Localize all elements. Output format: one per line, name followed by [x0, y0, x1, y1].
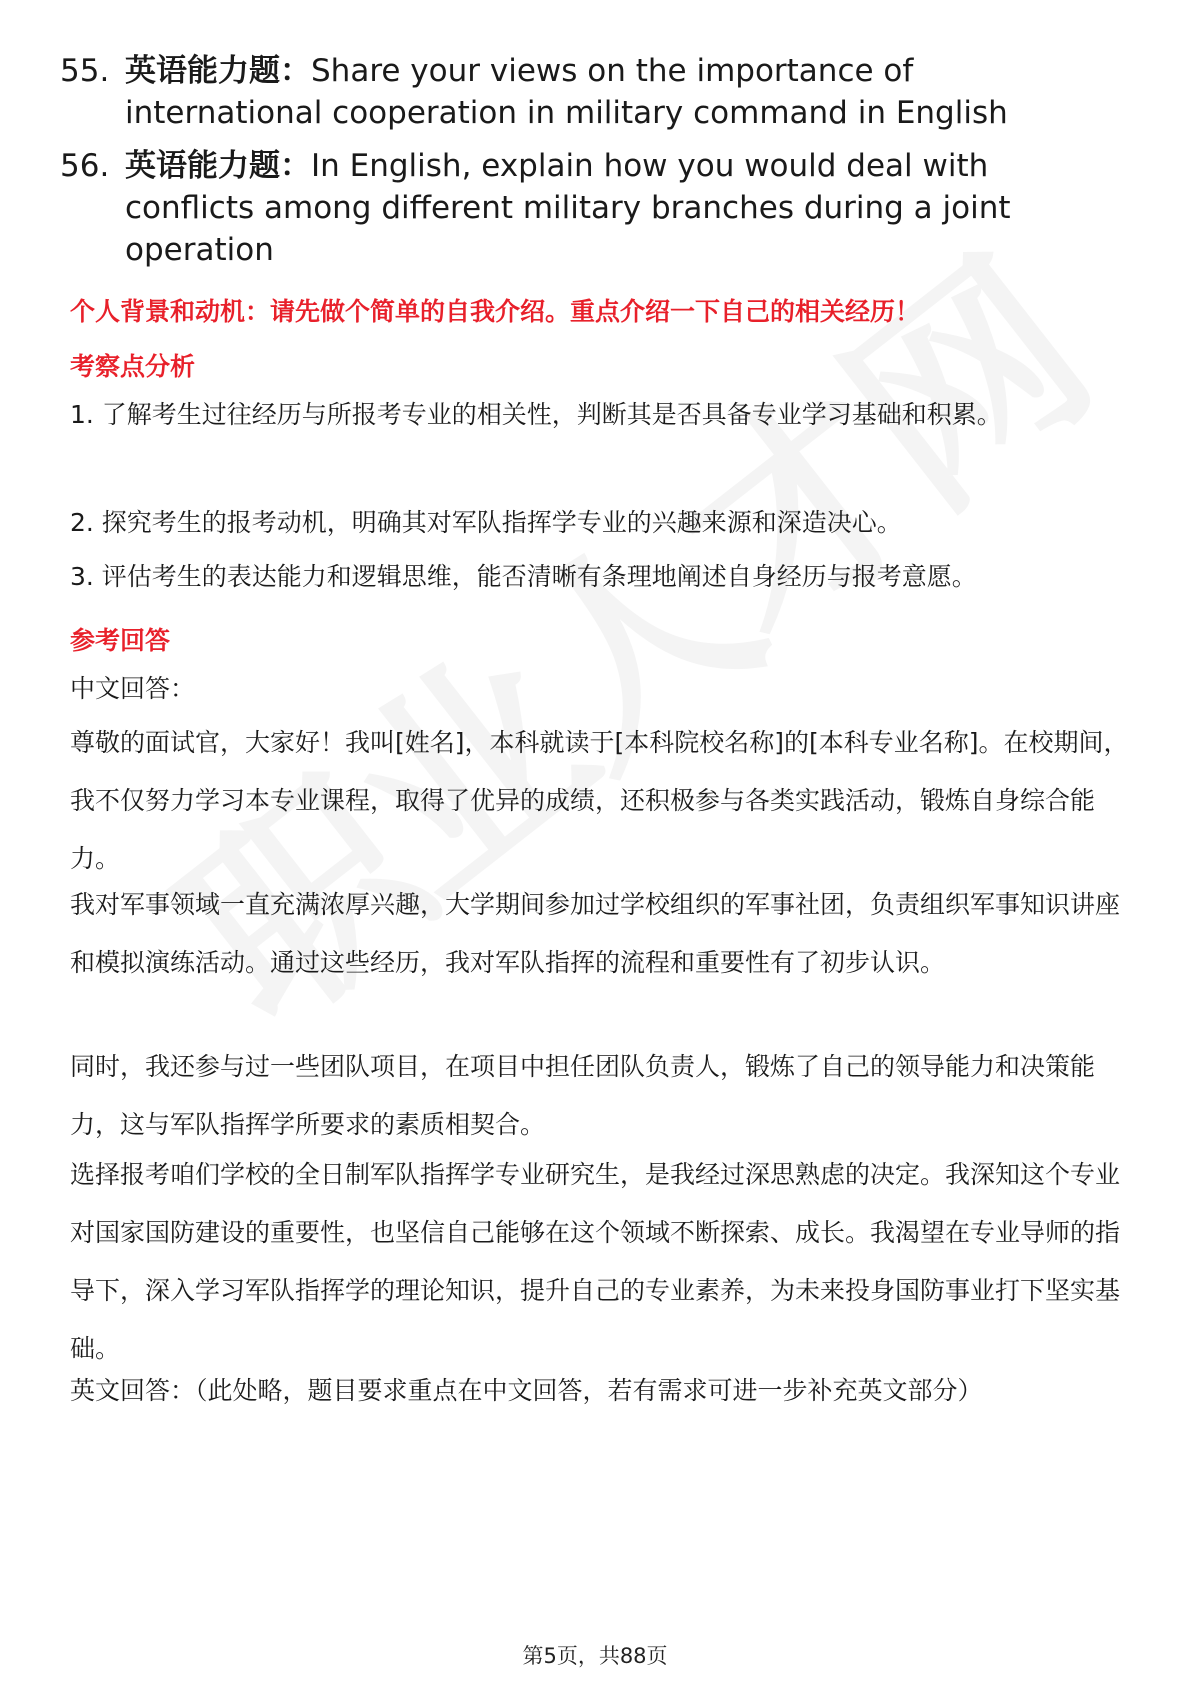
analysis-item: 1. 了解考生过往经历与所报考专业的相关性，判断其是否具备专业学习基础和积累。 — [70, 400, 1002, 429]
answer-paragraph: 我对军事领域一直充满浓厚兴趣，大学期间参加过学校组织的军事社团，负责组织军事知识讲座和模拟演练活动。通过这些经历，我对军队指挥的流程和重要性有了初步认识。 — [70, 890, 1121, 977]
reference-heading: 参考回答 — [70, 626, 171, 655]
question-prefix: 英语能力题： — [125, 53, 311, 89]
chinese-answer-label: 中文回答： — [70, 674, 196, 703]
question-text: In English, explain how you would deal with conflicts among different military branches during a joint operation — [125, 148, 1011, 268]
question-prefix: 英语能力题： — [125, 148, 311, 184]
analysis-heading: 考察点分析 — [70, 352, 196, 381]
question-number: 55. — [60, 53, 110, 89]
question-heading: 个人背景和动机：请先做个简单的自我介绍。重点介绍一下自己的相关经历！ — [70, 297, 921, 326]
analysis-item: 2. 探究考生的报考动机，明确其对军队指挥学专业的兴趣来源和深造决心。 — [70, 508, 902, 537]
page-footer: 第5页，共88页 — [522, 1644, 668, 1668]
answer-paragraph: 同时，我还参与过一些团队项目，在项目中担任团队负责人，锻炼了自己的领导能力和决策能力，这与军队指挥学所要求的素质相契合。 — [70, 1052, 1096, 1139]
english-answer-note: 英文回答：（此处略，题目要求重点在中文回答，若有需求可进一步补充英文部分） — [70, 1376, 983, 1405]
question-text-block — [125, 145, 1120, 271]
question-text: Share your views on the importance of international cooperation in military command in English — [125, 53, 1008, 131]
question-number: 56. — [60, 148, 110, 184]
question-55 — [60, 50, 1120, 134]
analysis-item: 3. 评估考生的表达能力和逻辑思维，能否清晰有条理地阐述自身经历与报考意愿。 — [70, 562, 977, 591]
answer-paragraph: 选择报考咱们学校的全日制军队指挥学专业研究生，是我经过深思熟虑的决定。我深知这个专业对国家国防建设的重要性，也坚信自己能够在这个领域不断探索、成长。我渴望在专业导师的指导下，深入学习军队指挥学的理论知识，提升自己的专业素养，为未来投身国防事业打下坚实基础。 — [70, 1160, 1121, 1363]
answer-paragraph: 尊敬的面试官，大家好！我叫[姓名]，本科就读于[本科院校名称]的[本科专业名称]。在校期间，我不仅努力学习本专业课程，取得了优异的成绩，还积极参与各类实践活动，锻炼自身综合能力。 — [70, 728, 1129, 873]
question-56 — [60, 145, 1120, 271]
question-text-block — [125, 50, 1120, 134]
